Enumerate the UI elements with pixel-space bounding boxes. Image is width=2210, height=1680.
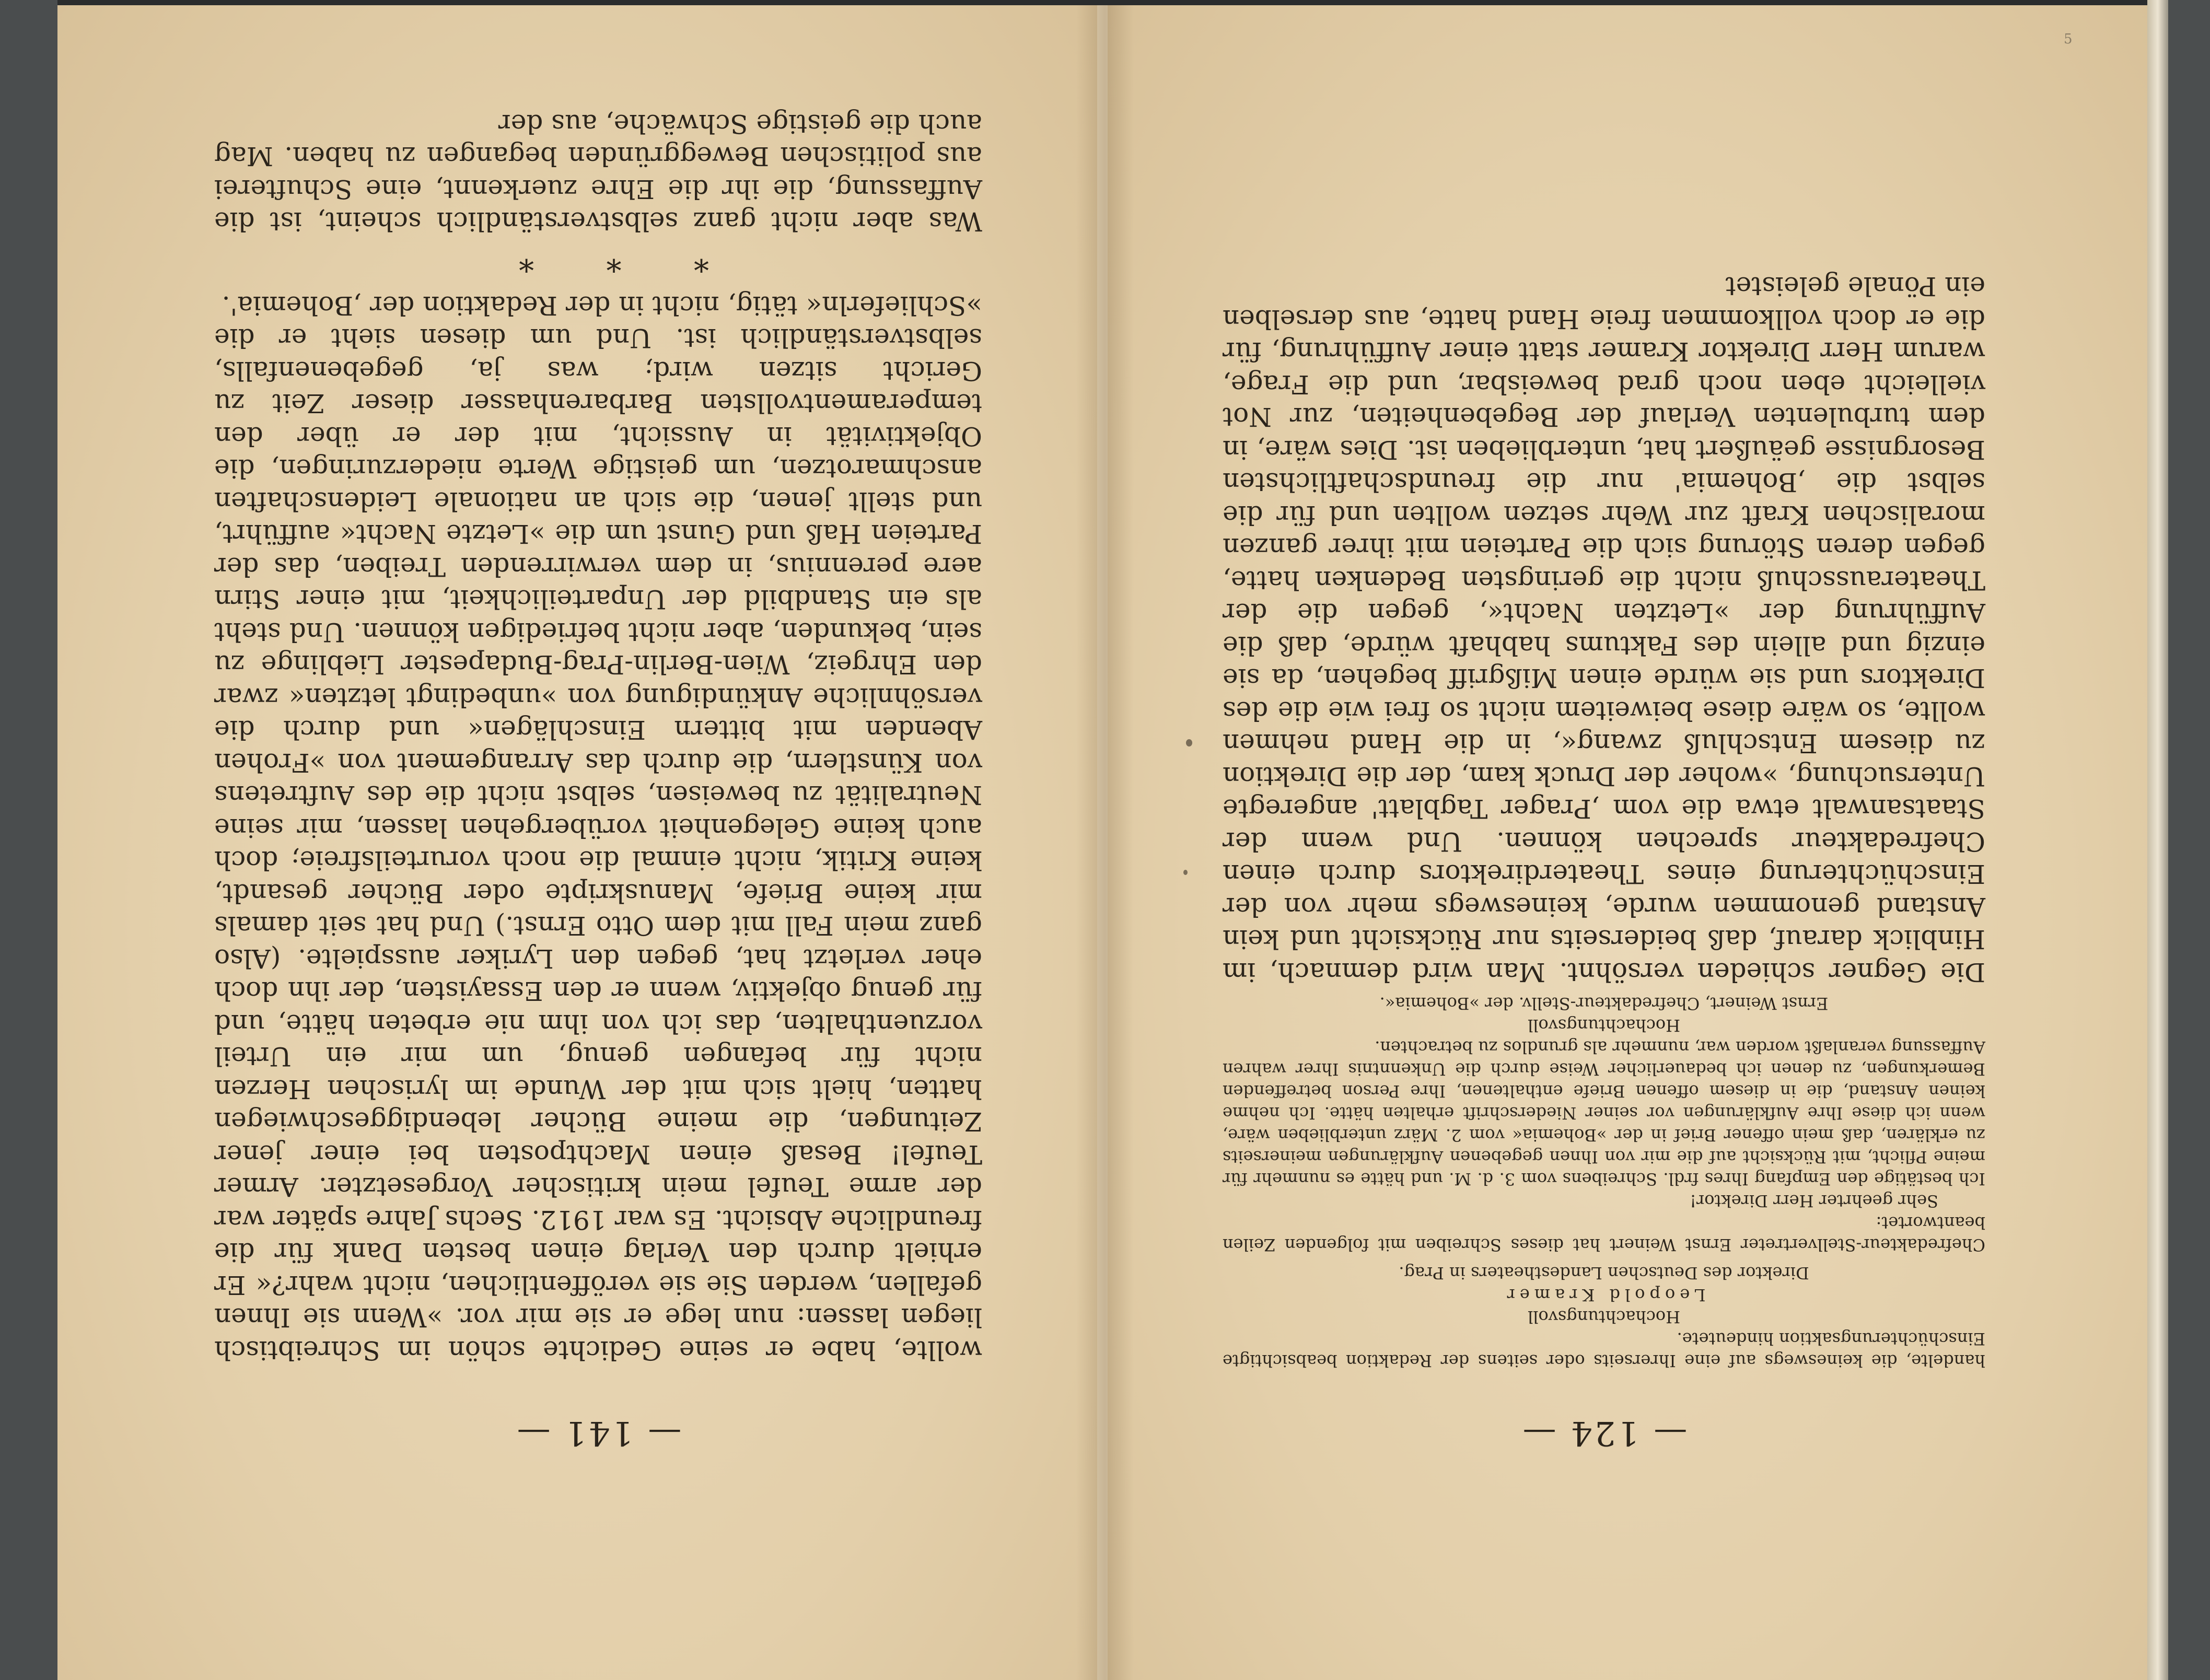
letter-closing-text: handelte, die keineswegs auf eine Ihrerseits oder seitens der Redaktion beabsichtigte Einschüchterungsaktion hindeutete. [1223, 1329, 1985, 1371]
paper-speck [1183, 870, 1188, 875]
signer-name: Leopold Kramer [1502, 1285, 1706, 1305]
signer-title: Direktor des Deutschen Landestheaters in Prag. [1399, 1263, 1809, 1283]
backdrop-left [0, 0, 57, 1680]
backdrop-right [2163, 0, 2210, 1680]
book-gutter [1076, 5, 1134, 1680]
signer-name: Ernst Weinert, Chefredakteur-Stellv. der »Bohemia«. [1379, 994, 1829, 1013]
body-paragraph: Die Gegner schieden versöhnt. Man wird demnach, im Hinblick darauf, daß beiderseits nur Rücksicht und kein Anstand genommen wurde, keineswegs mehr von der Einschüchterung eines Theaterdirektors durch einen Chefredakteur sprechen können. Und wenn der Staatsanwalt etwa die vom ‚Prager Tagblatt' angeregte Untersuchung, »woher der Druck kam, der die Direktion zu diesem Entschluß zwang«, in die Hand nehmen wollte, so wäre diese beiweitem nicht so frei wie die des Direktors und sie würde einen Mißgriff begehen, da sie einzig und allein des Faktums habhaft würde, daß die Aufführung der »Letzten Nacht«, gegen die der Theaterausschuß nicht die geringsten Bedenken hatte, gegen deren Störung sich die Parteien mit ihrer ganzen moralischen Kraft zur Wehr setzen wollten und für die selbst die ‚Bohemia' nur die freundschaftlichsten Besorgnisse geäußert hat, unterblieben ist. Dies wäre, in dem turbulenten Verlauf der Begebenheiten, zur Not vielleicht eben noch grad beweisbar, und die Frage, warum Herr Direktor Kramer statt einer Aufführung, für die er doch vollkommen freie Hand hatte, aus derselben ein Pönale geleistet [1223, 271, 1985, 987]
page-edge-strip [2147, 0, 2168, 1680]
corner-pencil-mark: 5 [2064, 31, 2073, 47]
body-paragraph: Was aber nicht ganz selbstverständlich scheint, ist die Auffassung, die ihr die Ehre zuerkennt, eine Schufterei aus politischen Beweggründen begangen zu haben. Mag auch die geistige Schwäche, aus der [214, 109, 982, 237]
letter-salutation: Sehr geehrter Herr Direktor! [1690, 1191, 1938, 1211]
left-page-text [214, 109, 982, 1452]
body-paragraph: wollte, habe er seine Gedichte schön im Schreibtisch liegen lassen: nun lege er sie mir vor. »Wenn sie Ihnen gefallen, werden Sie sie veröffentlichen, nicht wahr?« Er erhielt durch den Verlag einen besten Dank für die freundliche Absicht. Es war 1912. Sechs Jahre später war der arme Teufel mein kritischer Vorgesetzter. Armer Teufel! Besaß einen Machtposten bei einer jener Zeitungen, die meine Bücher lebendiggeschwiegen hatten, hielt sich mit der Wunde im lyrischen Herzen nicht für befangen genug, um mir ein Urteil vorzuenthalten, das ich von ihm nie erbeten hätte, und für genug objektiv, wenn er den Essayisten, der ihn doch eher verletzt hat, gegen den Lyriker ausspielte. (Also ganz mein Fall mit dem Otto Ernst.) Und hat seit damals mir keine Briefe, Manuskripte oder Bücher gesandt, keine Kritik, nicht einmal die noch vorurteilsfreie; doch auch keine Gelegenheit vorübergehen lassen, mir seine Neutralität zu beweisen, selbst nicht die des Auftretens von Künstlern, die durch das Arrangement von »Frohen Abenden mit bittern Einschlägen« und durch die versöhnliche Ankündigung von »unbedingt letzten« zwar den Ehrgeiz, Wien-Berlin-Prag-Budapester Lieblinge zu sein, bekunden, aber nicht befriedigen können. Und steht als ein Standbild der Unparteilichkeit, mit einer Stirn aere perennius, in dem verwirrenden Treiben, das der Parteien Haß und Gunst um die »Letzte Nacht« aufführt, und stellt jenen, die sich an nationale Leidenschaften anschmarotzen, um geistige Werte niederzuringen, die Objektivität in Aussicht, mit der er über den temperamentvollsten Barbarenhasser dieser Zeit zu Gericht sitzen wird; was ja, gegebenenfalls, selbstverständlich ist. Und um diesen sieht er die »Schlieferln« tätig, nicht in der Redaktion der ‚Bohemia'. [214, 290, 982, 1366]
closing-phrase: Hochachtungsvoll [1527, 1016, 1681, 1035]
section-divider-stars: * * * [487, 243, 709, 279]
closing-phrase: Hochachtungsvoll [1527, 1307, 1681, 1327]
reply-intro: Chefredakteur-Stellvertreter Ernst Weinert hat dieses Schreiben mit folgenden Zeilen beantwortet: [1223, 1213, 1985, 1255]
page-number: — 124 — [1520, 1414, 1688, 1452]
page-number: — 141 — [515, 1414, 682, 1452]
paper-speck [1186, 739, 1192, 746]
letter-body: Ich bestätige den Empfang Ihres frdl. Schreibens vom 3. d. M. und hätte es nunmehr für meine Pflicht, mit Rücksicht auf die mir von Ihnen gegebenen Aufklärungen meinerseits zu erklären, daß mein offener Brief in der »Bohemia« vom 2. März unterblieben wäre, wenn ich diese Ihre Aufklärungen vor seiner Niederschrift erhalten hätte. Ich nehme keinen Anstand, die in diesem offenen Briefe enthaltenen, Ihre Person betreffenden Bemerkungen, zu denen ich bedauerlicher Weise durch die Unkenntnis Ihrer wahren Auffassung veranlaßt worden war, nunmehr als grundlos zu betrachten. [1223, 1037, 1985, 1189]
right-page-text [1223, 199, 1985, 1452]
